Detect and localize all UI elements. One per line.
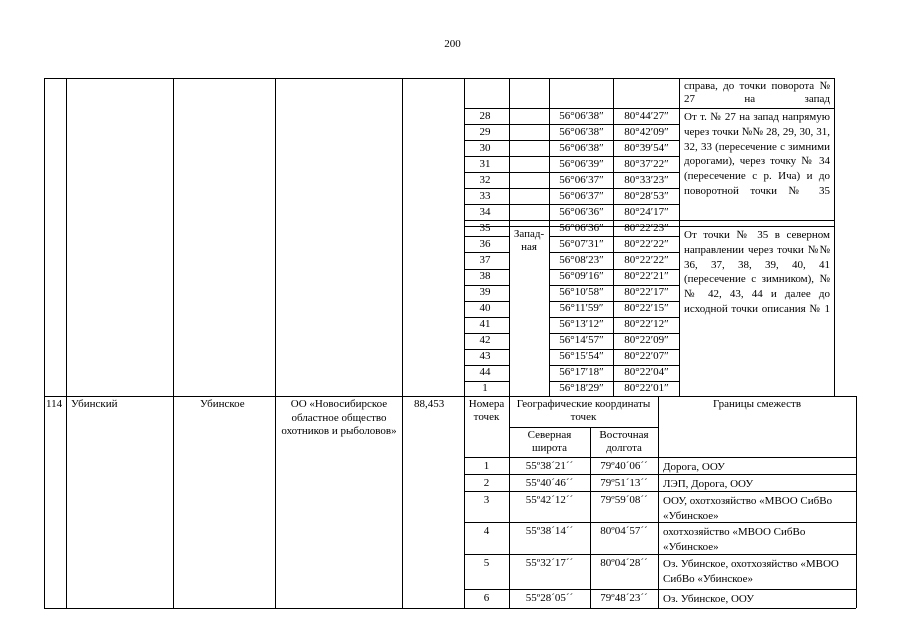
point-number: 41 <box>479 318 491 331</box>
direction-label-line2: ная <box>521 241 537 253</box>
inner-point-border: охотхозяйство «МВОО СибВо «Убинское» <box>663 526 806 553</box>
point-number: 1 <box>482 382 488 395</box>
point-longitude: 80°44′27″ <box>624 109 669 122</box>
point-latitude: 56°06′38″ <box>559 109 604 122</box>
header-lat: Северная широта <box>527 429 572 454</box>
direction-label-line1: Запад- <box>513 228 545 240</box>
inner-point-border: Оз. Убинское, охотхозяйство «МВОО СибВо «Убинское» <box>663 558 839 585</box>
point-longitude: 80°42′09″ <box>624 125 669 138</box>
inner-point-longitude: 79º51´13´´ <box>600 477 648 489</box>
point-latitude: 56°15′54″ <box>559 350 604 363</box>
point-latitude: 56°17′18″ <box>559 366 604 379</box>
point-latitude: 56°09′16″ <box>559 270 604 282</box>
inner-point-number: 2 <box>483 477 490 489</box>
desc-mid: От т. № 27 на запад напрямую через точки №№ 28, 29, 30, 31, 32, 33 (пересечение с зимними дорогами), через точку № 34 (пересечение с р. Ича) и до поворотной точки № 35 <box>684 111 830 197</box>
inner-point-number: 3 <box>483 494 490 506</box>
point-number: 42 <box>479 334 491 347</box>
point-number: 34 <box>479 205 491 218</box>
point-latitude: 56°07′31″ <box>559 237 604 250</box>
header-lon: Восточная долгота <box>599 429 649 454</box>
desc-top: справа, до точки поворота № 27 на запад <box>684 80 830 105</box>
point-longitude: 80°39′54″ <box>624 141 669 154</box>
point-number: 44 <box>479 366 491 379</box>
point-longitude: 80°22′22″ <box>624 237 669 250</box>
point-number: 39 <box>479 286 491 299</box>
point-longitude: 80°22′17″ <box>624 286 669 299</box>
inner-point-latitude: 55º28´05´´ <box>525 592 574 604</box>
point-longitude: 80°37′22″ <box>624 157 669 170</box>
inner-point-longitude: 79º48´23´´ <box>600 592 648 604</box>
point-number: 36 <box>479 237 491 250</box>
point-longitude: 80°22′23″ <box>624 221 669 234</box>
point-longitude: 80°22′04″ <box>624 366 669 379</box>
point-latitude: 56°06′39″ <box>559 157 604 170</box>
entry-index: 114 <box>46 398 63 410</box>
inner-point-longitude: 80º04´57´´ <box>600 525 648 537</box>
inner-point-latitude: 55º38´14´´ <box>525 525 574 537</box>
inner-point-latitude: 55º32´17´´ <box>525 557 574 569</box>
page-number: 200 <box>444 38 461 50</box>
point-latitude: 56°06′37″ <box>559 173 604 186</box>
inner-point-number: 1 <box>483 460 490 472</box>
point-latitude: 56°06′38″ <box>559 125 604 138</box>
point-longitude: 80°24′17″ <box>624 205 669 218</box>
inner-point-border: ООУ, охотхозяйство «МВОО СибВо «Убинское» <box>663 495 833 522</box>
header-points: Номера точек <box>468 398 505 423</box>
point-longitude: 80°22′21″ <box>624 270 669 282</box>
point-number: 35 <box>479 221 491 234</box>
point-longitude: 80°33′23″ <box>624 173 669 186</box>
point-number: 31 <box>479 157 491 170</box>
point-latitude: 56°11′59″ <box>559 302 604 315</box>
point-latitude: 56°10′58″ <box>559 286 604 299</box>
point-latitude: 56°08′23″ <box>559 253 604 266</box>
point-longitude: 80°22′07″ <box>624 350 669 363</box>
inner-point-latitude: 55º42´12´´ <box>525 494 574 506</box>
point-longitude: 80°22′09″ <box>624 334 669 347</box>
inner-point-number: 4 <box>483 525 490 537</box>
point-latitude: 56°13′12″ <box>559 318 604 331</box>
inner-point-longitude: 79º40´06´´ <box>600 460 648 472</box>
point-number: 43 <box>479 350 491 363</box>
point-longitude: 80°22′22″ <box>624 253 669 266</box>
point-number: 33 <box>479 189 491 202</box>
inner-point-border: Оз. Убинское, ООУ <box>663 593 754 605</box>
point-number: 38 <box>479 270 491 282</box>
point-longitude: 80°22′15″ <box>624 302 669 315</box>
point-latitude: 56°06′36″ <box>559 221 604 234</box>
inner-point-number: 6 <box>483 592 490 604</box>
inner-point-latitude: 55º40´46´´ <box>525 477 574 489</box>
inner-point-border: Дорога, ООУ <box>663 461 725 473</box>
point-longitude: 80°28′53″ <box>624 189 669 202</box>
header-borders: Границы смежеств <box>712 398 802 410</box>
point-latitude: 56°06′36″ <box>559 205 604 218</box>
point-latitude: 56°18′29″ <box>559 382 604 395</box>
entry-area-value: 88,453 <box>414 398 445 410</box>
point-longitude: 80°22′01″ <box>624 382 669 395</box>
inner-point-longitude: 80º04´28´´ <box>600 557 648 569</box>
point-number: 32 <box>479 173 491 186</box>
point-number: 29 <box>479 125 491 138</box>
entry-district: Убинский <box>71 398 118 410</box>
inner-point-longitude: 79º59´08´´ <box>600 494 648 506</box>
point-number: 28 <box>479 109 491 122</box>
entry-area-name: Убинское <box>200 398 245 410</box>
point-number: 37 <box>479 253 491 266</box>
point-latitude: 56°14′57″ <box>559 334 604 347</box>
entry-organization: ОО «Новосибирское областное общество охотников и рыболовов» <box>281 398 397 437</box>
point-number: 40 <box>479 302 491 315</box>
desc-bottom: От точки № 35 в северном направлении через точки №№ 36, 37, 38, 39, 40, 41 (пересечение с зимником), №№ 42, 43, 44 и далее до исходной точки описания № 1 <box>684 229 830 315</box>
point-latitude: 56°06′38″ <box>559 141 604 154</box>
point-longitude: 80°22′12″ <box>624 318 669 331</box>
inner-point-border: ЛЭП, Дорога, ООУ <box>663 478 754 490</box>
direction-label <box>509 228 549 254</box>
inner-point-number: 5 <box>483 557 490 569</box>
point-latitude: 56°06′37″ <box>559 189 604 202</box>
inner-point-latitude: 55º38´21´´ <box>525 460 574 472</box>
point-number: 30 <box>479 141 491 154</box>
header-coords: Географические координаты точек <box>516 398 651 423</box>
